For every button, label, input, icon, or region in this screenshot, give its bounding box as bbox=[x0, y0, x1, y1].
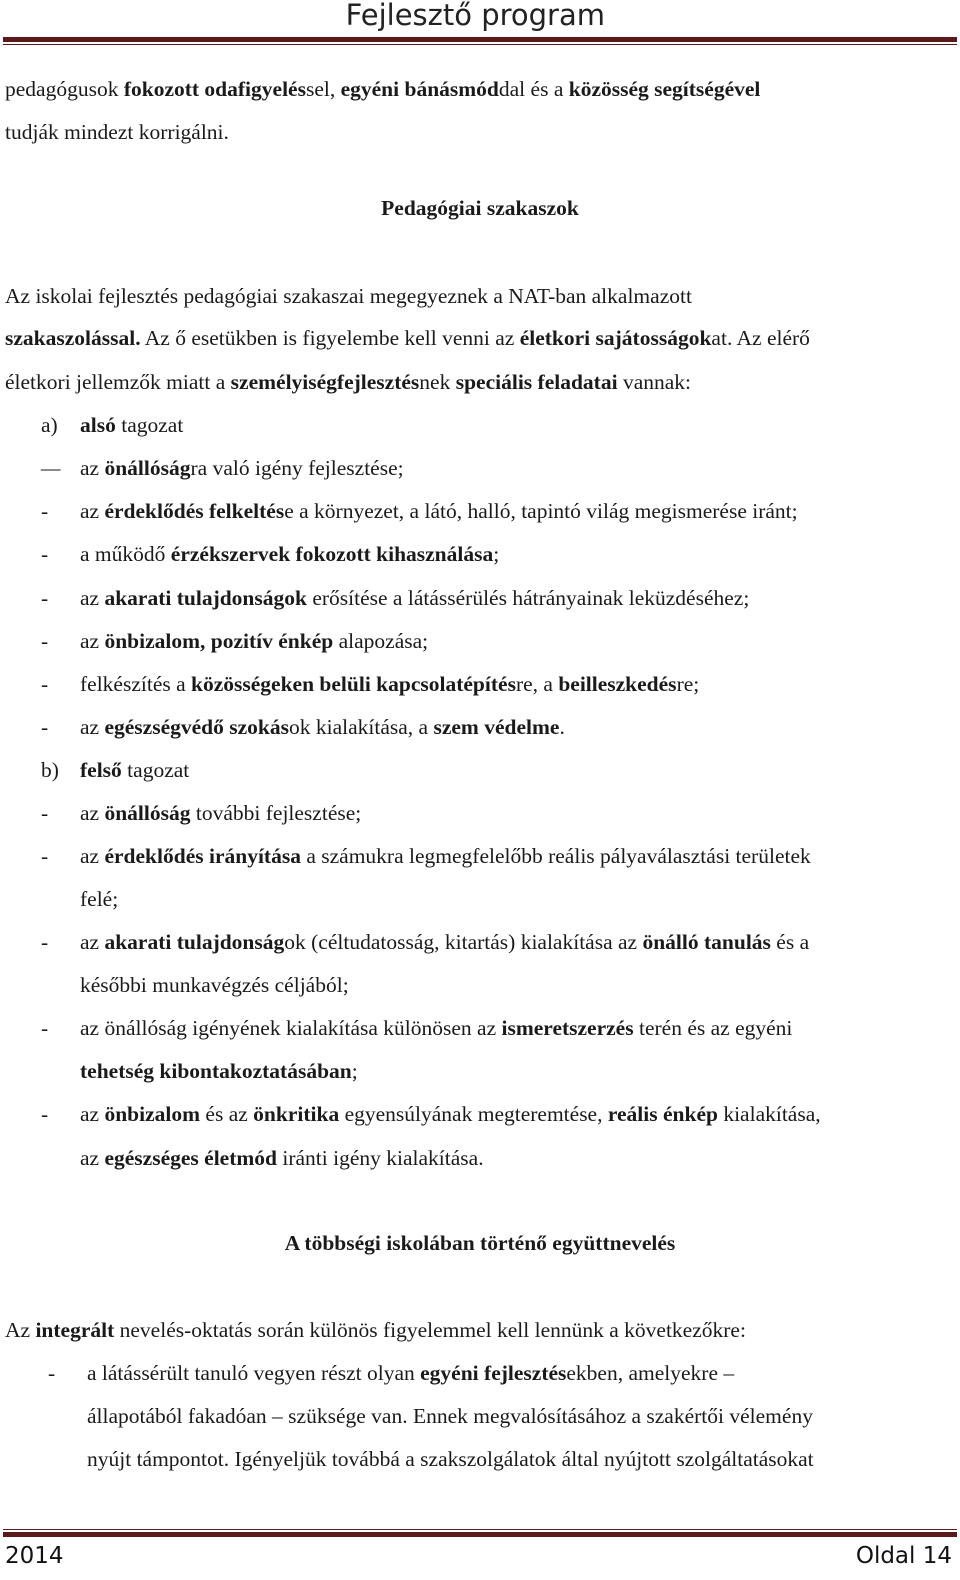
list-marker: b) bbox=[41, 758, 59, 782]
list-text: az akarati tulajdonságok erősítése a látássérülés hátrányainak leküzdéséhez; bbox=[80, 586, 750, 610]
text: életkori jellemzők miatt a bbox=[5, 370, 231, 394]
list-text: felső tagozat bbox=[80, 758, 190, 782]
list-marker: – bbox=[41, 456, 61, 480]
list-text: az érdeklődés felkeltése a környezet, a látó, halló, tapintó világ megismerése iránt; bbox=[80, 499, 798, 523]
list-marker: - bbox=[41, 1102, 49, 1126]
footer-rule bbox=[3, 1532, 957, 1537]
bold-text: speciális feladatai bbox=[455, 370, 618, 394]
list-marker: - bbox=[41, 586, 49, 610]
list-marker: - bbox=[41, 1016, 49, 1040]
bold-text: fokozott odafigyelés bbox=[123, 77, 306, 101]
paragraph-line: Az iskolai fejlesztés pedagógiai szakaszai megegyeznek a NAT-ban alkalmazott bbox=[5, 284, 692, 308]
list-marker: - bbox=[41, 715, 49, 739]
list-text: az önállóságra való igény fejlesztése; bbox=[80, 456, 404, 480]
list-text: az egészséges életmód iránti igény kialakítása. bbox=[80, 1146, 484, 1170]
list-text: felé; bbox=[80, 887, 119, 911]
text: vannak: bbox=[617, 370, 691, 394]
text: dal és a bbox=[498, 77, 569, 101]
text: sel, bbox=[305, 77, 341, 101]
list-text: az akarati tulajdonságok (céltudatosság, kitartás) kialakítása az önálló tanulás és a bbox=[80, 930, 810, 954]
list-text: az egészségvédő szokások kialakítása, a szem védelme. bbox=[80, 715, 565, 739]
text: at. Az elérő bbox=[711, 326, 810, 350]
footer-year: 2014 bbox=[5, 1543, 64, 1569]
list-text: a látássérült tanuló vegyen részt olyan egyéni fejlesztésekben, amelyekre – bbox=[87, 1361, 735, 1385]
list-marker: - bbox=[41, 672, 49, 696]
text: Az ő esetükben is figyelembe kell venni az bbox=[140, 326, 520, 350]
header-rule bbox=[3, 37, 957, 42]
footer-page-number: Oldal 14 bbox=[855, 1543, 952, 1569]
paragraph-line bbox=[5, 325, 810, 351]
list-text: állapotából fakadóan – szüksége van. Ennek megvalósításához a szakértői vélemény bbox=[87, 1404, 813, 1428]
bold-text: személyiségfejlesztés bbox=[230, 370, 420, 394]
footer-rule-thin bbox=[3, 1529, 957, 1530]
bold-text: közösség segítségével bbox=[568, 77, 761, 101]
paragraph-line: Az integrált nevelés-oktatás során különös figyelemmel kell lennünk a következőkre: bbox=[5, 1318, 746, 1342]
text: pedagógusok bbox=[5, 77, 124, 101]
header-title: Fejlesztő program bbox=[345, 0, 605, 32]
list-marker: - bbox=[41, 801, 49, 825]
list-marker: - bbox=[48, 1361, 56, 1385]
list-marker: - bbox=[41, 499, 49, 523]
bold-text: életkori sajátosságok bbox=[519, 326, 712, 350]
header-rule-thin bbox=[3, 44, 957, 45]
paragraph-line bbox=[5, 76, 760, 102]
list-text: alsó tagozat bbox=[80, 413, 184, 437]
list-text: az önbizalom és az önkritika egyensúlyának megteremtése, reális énkép kialakítása, bbox=[80, 1102, 821, 1126]
paragraph-line: tudják mindezt korrigálni. bbox=[5, 120, 229, 144]
list-marker: a) bbox=[41, 413, 58, 437]
list-marker: - bbox=[41, 930, 49, 954]
list-text: a működő érzékszervek fokozott kihasználása; bbox=[80, 542, 500, 566]
list-text: az érdeklődés irányítása a számukra legmegfelelőbb reális pályaválasztási területek bbox=[80, 844, 811, 868]
section-heading: Pedagógiai szakaszok bbox=[381, 196, 579, 220]
bold-text: egyéni bánásmód bbox=[340, 77, 499, 101]
list-marker: - bbox=[41, 844, 49, 868]
list-marker: - bbox=[41, 542, 49, 566]
list-text: nyújt támpontot. Igényeljük továbbá a szakszolgálatok által nyújtott szolgáltatásokat bbox=[87, 1447, 814, 1471]
list-text: az önállóság igényének kialakítása különösen az ismeretszerzés terén és az egyéni bbox=[80, 1016, 793, 1040]
list-marker: - bbox=[41, 629, 49, 653]
list-text: az önbizalom, pozitív énkép alapozása; bbox=[80, 629, 429, 653]
list-text: tehetség kibontakoztatásában; bbox=[80, 1059, 358, 1083]
list-text: későbbi munkavégzés céljából; bbox=[80, 973, 349, 997]
list-text: felkészítés a közösségeken belüli kapcsolatépítésre, a beilleszkedésre; bbox=[80, 672, 700, 696]
paragraph-line bbox=[5, 369, 691, 395]
bold-text: szakaszolással. bbox=[5, 326, 141, 350]
section-heading: A többségi iskolában történő együttnevelés bbox=[284, 1231, 676, 1255]
list-text: az önállóság további fejlesztése; bbox=[80, 801, 362, 825]
text: nek bbox=[419, 370, 456, 394]
